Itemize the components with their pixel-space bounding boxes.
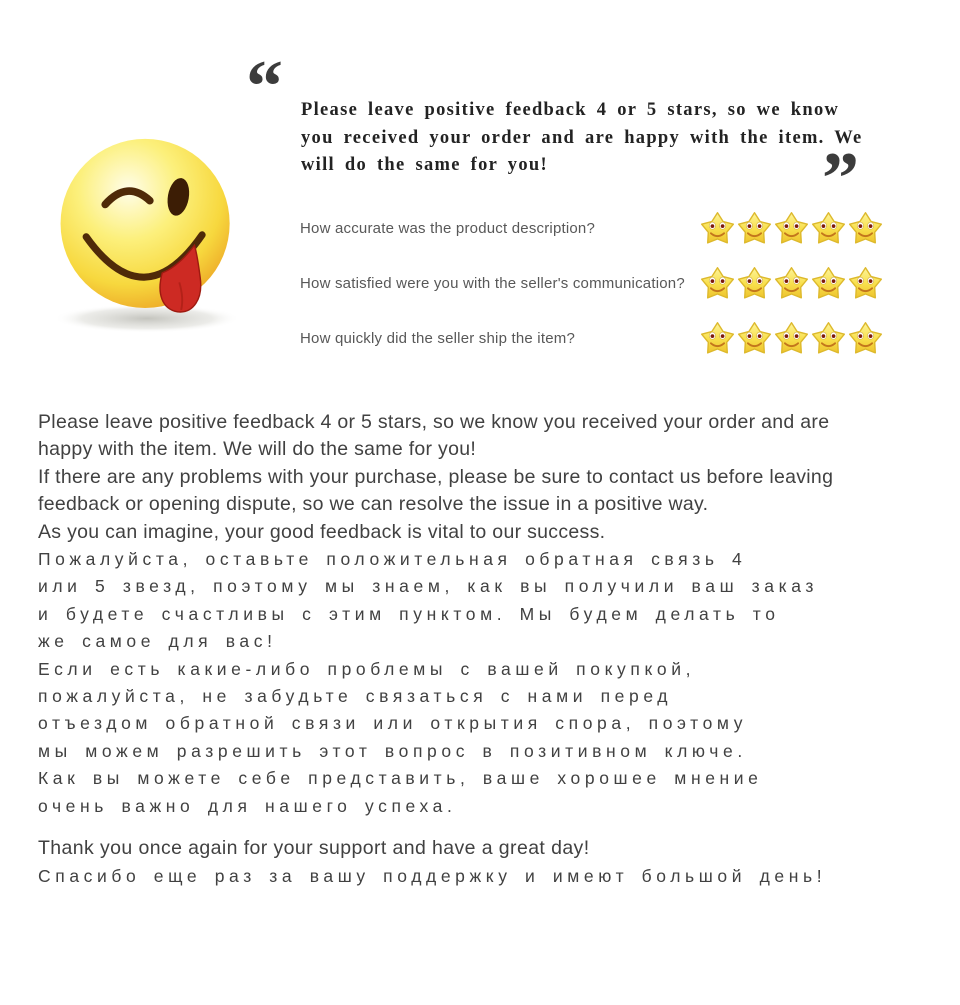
body-line-russian: мы можем разрешить этот вопрос в позитивном ключе. xyxy=(38,740,747,761)
body-line-russian: пожалуйста, не забудьте связаться с нами перед xyxy=(38,686,673,707)
open-quote-icon: “ xyxy=(246,46,279,128)
body-line-russian: очень важно для нашего успеха. xyxy=(38,795,457,816)
smiling-star-icon xyxy=(737,321,772,356)
body-text xyxy=(38,409,948,890)
smiling-star-icon xyxy=(811,321,846,356)
smiling-star-icon xyxy=(700,266,735,301)
question-label: How satisfied were you with the seller's communication? xyxy=(300,274,685,292)
survey-row-shipping xyxy=(300,316,883,360)
body-line-english: As you can imagine, your good feedback is vital to our success. xyxy=(38,520,606,543)
winking-smiley-icon xyxy=(52,130,242,335)
question-label: How accurate was the product description? xyxy=(300,219,596,237)
body-line-russian: же самое для вас! xyxy=(38,631,277,652)
headline-line: you received your order and are happy with the item. We xyxy=(301,127,863,148)
body-line-russian: Пожалуйста, оставьте положительная обратная связь 4 xyxy=(38,549,747,570)
body-line-english: feedback or opening dispute, so we can resolve the issue in a positive way. xyxy=(38,493,709,516)
smiling-star-icon xyxy=(774,211,809,246)
smiling-star-icon xyxy=(774,266,809,301)
smiling-star-icon xyxy=(848,266,883,301)
body-line-english: If there are any problems with your purchase, please be sure to contact us before leaving xyxy=(38,465,834,488)
survey-row-description xyxy=(300,206,883,250)
smiling-star-icon xyxy=(848,211,883,246)
body-line-english: Please leave positive feedback 4 or 5 stars, so we know you received your order and are xyxy=(38,411,830,433)
closing-block xyxy=(38,835,948,890)
smiling-star-icon xyxy=(811,211,846,246)
smiling-star-icon xyxy=(737,266,772,301)
survey-row-communication xyxy=(300,261,883,305)
star-rating xyxy=(700,266,883,301)
body-line-russian: или 5 звезд, поэтому мы знаем, как вы получили ваш заказ xyxy=(38,576,819,597)
star-rating xyxy=(700,211,883,246)
closing-english: Thank you once again for your support and have a great day! xyxy=(38,837,590,860)
smiling-star-icon xyxy=(700,321,735,356)
star-rating xyxy=(700,321,883,356)
smiling-star-icon xyxy=(737,211,772,246)
body-line-russian: отъездом обратной связи или открытия спора, поэтому xyxy=(38,713,748,734)
body-line-russian: и будете счастливы с этим пунктом. Мы будем делать то xyxy=(38,603,780,624)
smiling-star-icon xyxy=(811,266,846,301)
smiling-star-icon xyxy=(774,321,809,356)
body-line-russian: Если есть какие-либо проблемы с вашей покупкой, xyxy=(38,658,696,679)
smiling-star-icon xyxy=(848,321,883,356)
body-line-russian: Как вы можете себе представить, ваше хорошее мнение xyxy=(38,768,763,789)
closing-russian: Спасибо еще раз за вашу поддержку и имеют большой день! xyxy=(38,865,827,886)
smiling-star-icon xyxy=(700,211,735,246)
headline xyxy=(301,97,901,180)
question-label: How quickly did the seller ship the item? xyxy=(300,329,575,347)
body-line-english: happy with the item. We will do the same for you! xyxy=(38,438,477,461)
headline-line: Please leave positive feedback 4 or 5 stars, so we know xyxy=(301,100,840,120)
headline-line: will do the same for you! xyxy=(301,155,548,175)
close-quote-icon: ” xyxy=(822,138,855,220)
